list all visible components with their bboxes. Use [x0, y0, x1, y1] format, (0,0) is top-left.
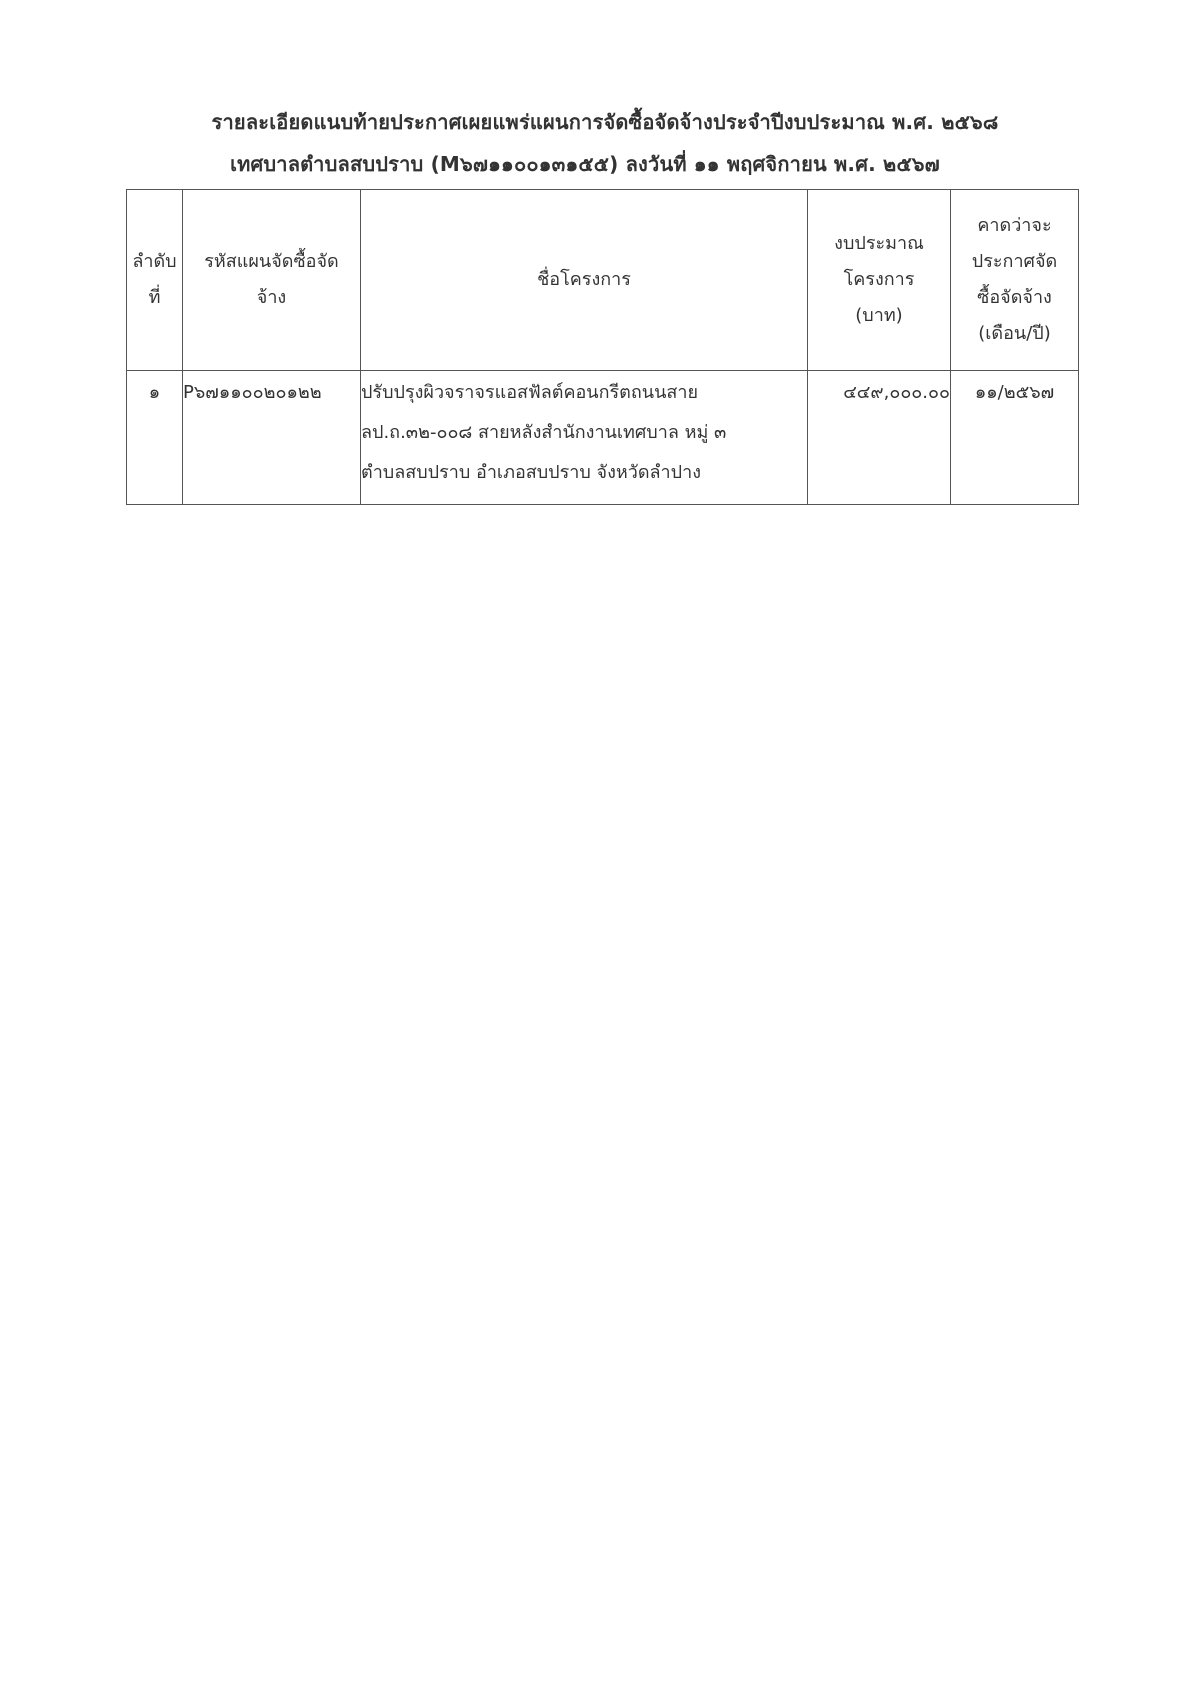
project-name-line: ลป.ถ.๓๒-๐๐๘ สายหลังสำนักงานเทศบาล หมู่ ๓ [361, 422, 727, 443]
cell-project-name [361, 371, 808, 505]
procurement-plan-table [126, 189, 1079, 505]
cell-budget: ๔๔๙,๐๐๐.๐๐ [808, 371, 951, 505]
header-expected-month: คาดว่าจะ ประกาศจัด ซื้อจัดจ้าง (เดือน/ปี) [951, 190, 1079, 371]
cell-expected-month: ๑๑/๒๕๖๗ [951, 371, 1079, 505]
header-plan-code: รหัสแผนจัดซื้อจัด จ้าง [183, 190, 361, 371]
document-title: รายละเอียดแนบท้ายประกาศเผยแพร่แผนการจัดซื้อจัดจ้างประจำปีงบประมาณ พ.ศ. ๒๕๖๘ [211, 110, 999, 134]
cell-plan-code: P๖๗๑๑๐๐๒๐๑๒๒ [183, 371, 361, 505]
table-header-row [127, 190, 1079, 371]
table-row [127, 371, 1079, 505]
project-name-line: ปรับปรุงผิวจราจรแอสฟัลต์คอนกรีตถนนสาย [361, 382, 699, 403]
header-no: ลำดับ ที่ [127, 190, 183, 371]
header-budget: งบประมาณ โครงการ (บาท) [808, 190, 951, 371]
header-project-name: ชื่อโครงการ [361, 190, 808, 371]
project-name-line: ตำบลสบปราบ อำเภอสบปราบ จังหวัดลำปาง [361, 462, 701, 483]
cell-no: ๑ [127, 371, 183, 505]
document-subtitle: เทศบาลตำบลสบปราบ (M๖๗๑๑๐๐๑๓๑๕๕) ลงวันที่ ๑๑ พฤศจิกายน พ.ศ. ๒๕๖๗ [230, 152, 940, 176]
